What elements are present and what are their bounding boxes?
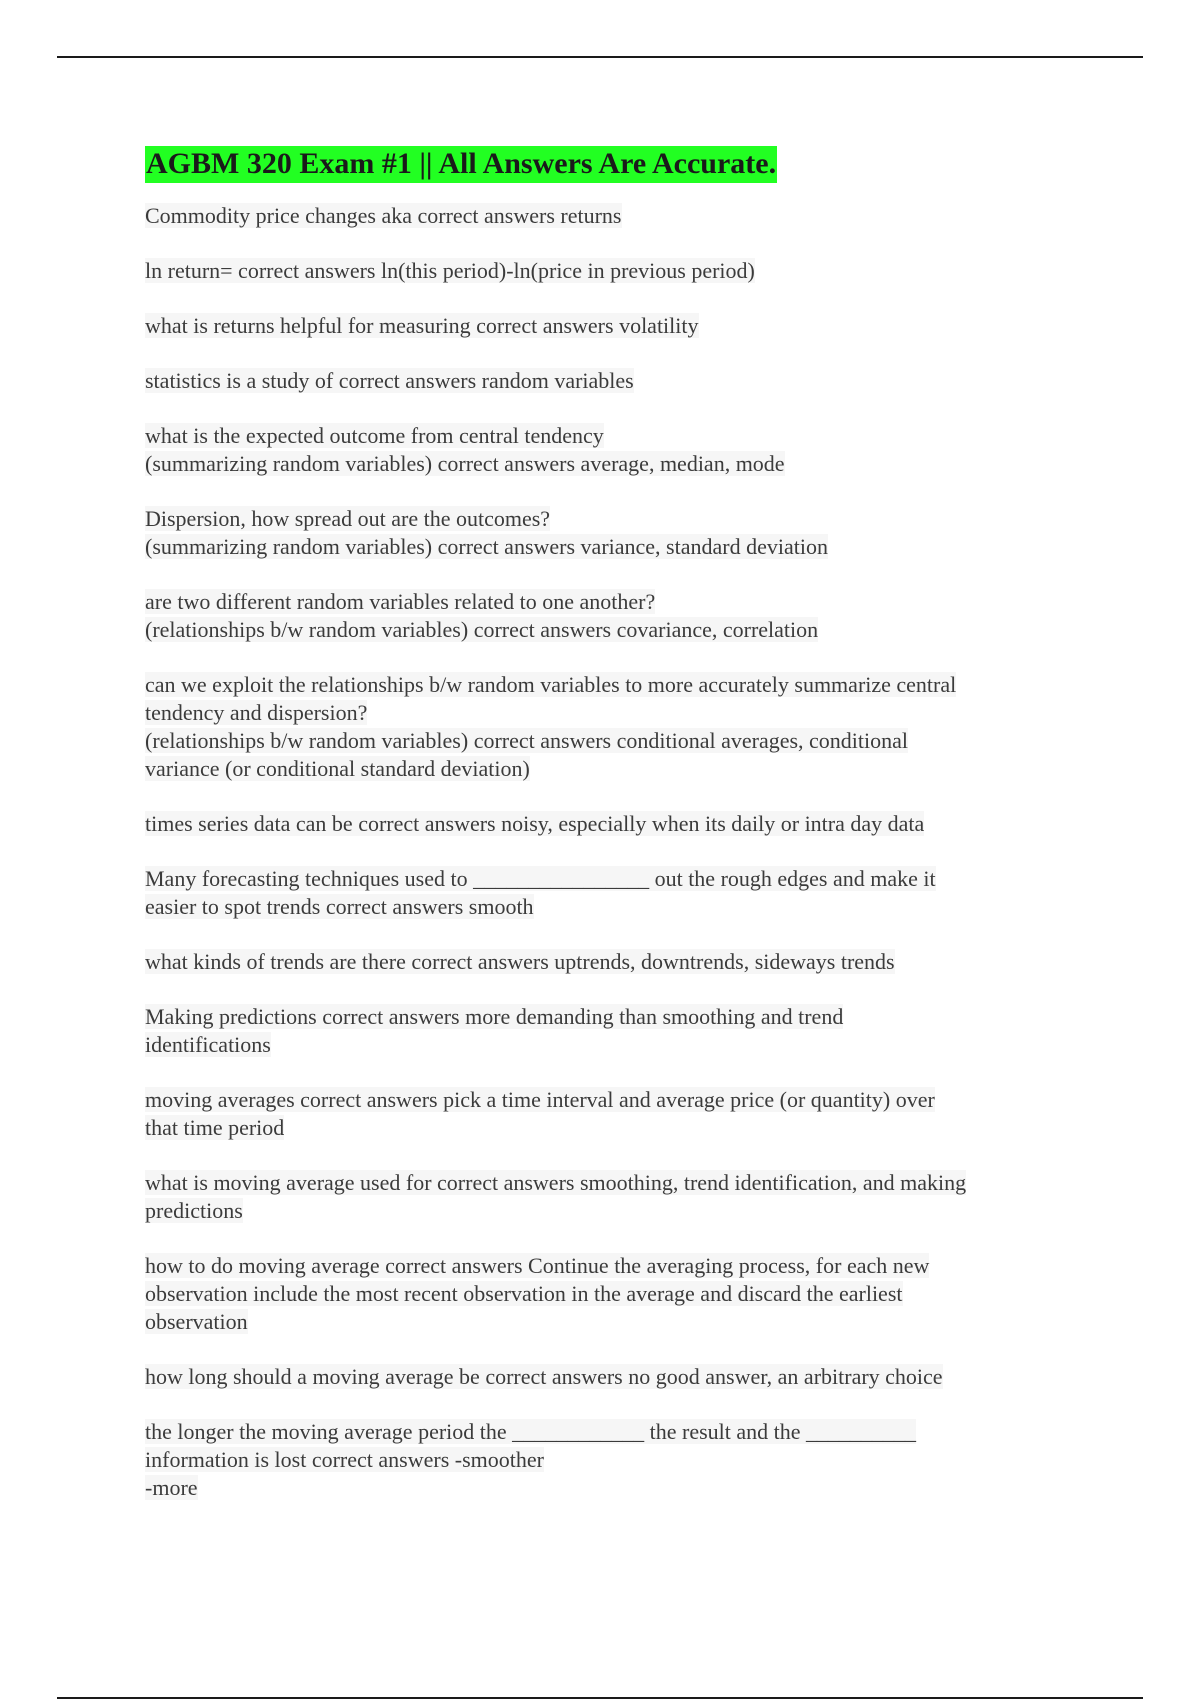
qa-item (145, 257, 1065, 285)
qa-item (145, 865, 1065, 921)
qa-line: (relationships b/w random variables) correct answers conditional averages, conditional (145, 728, 909, 753)
qa-line: can we exploit the relationships b/w random variables to more accurately summarize central (145, 672, 957, 697)
qa-item (145, 505, 1065, 561)
qa-item (145, 948, 1065, 976)
qa-line: Making predictions correct answers more demanding than smoothing and trend (145, 1004, 844, 1029)
qa-line: ln return= correct answers ln(this period)-ln(price in previous period) (145, 258, 755, 283)
qa-line: observation include the most recent observation in the average and discard the earliest (145, 1281, 903, 1306)
qa-line: what is the expected outcome from central tendency (145, 423, 604, 448)
qa-line: what kinds of trends are there correct answers uptrends, downtrends, sideways trends (145, 949, 895, 974)
qa-line: how long should a moving average be correct answers no good answer, an arbitrary choice (145, 1364, 943, 1389)
qa-line: Dispersion, how spread out are the outcomes? (145, 506, 551, 531)
qa-item (145, 367, 1065, 395)
qa-line: variance (or conditional standard deviation) (145, 756, 530, 781)
qa-item (145, 1363, 1065, 1391)
document-body (145, 146, 1065, 1529)
qa-item (145, 671, 1065, 783)
qa-list (145, 202, 1065, 1502)
qa-line: information is lost correct answers -smoother (145, 1447, 544, 1472)
qa-item (145, 1418, 1065, 1502)
qa-item (145, 422, 1065, 478)
qa-line: how to do moving average correct answers Continue the averaging process, for each new (145, 1253, 930, 1278)
qa-line: are two different random variables related to one another? (145, 589, 656, 614)
qa-item (145, 1169, 1065, 1225)
qa-line: what is moving average used for correct answers smoothing, trend identification, and making (145, 1170, 967, 1195)
title-container (145, 146, 1065, 182)
qa-line: -more (145, 1475, 198, 1500)
qa-line: predictions (145, 1198, 243, 1223)
footer-rule (57, 1697, 1143, 1699)
qa-line: Many forecasting techniques used to ________________ out the rough edges and make it (145, 866, 936, 891)
qa-line: Commodity price changes aka correct answers returns (145, 203, 622, 228)
qa-line: statistics is a study of correct answers random variables (145, 368, 634, 393)
qa-line: what is returns helpful for measuring correct answers volatility (145, 313, 699, 338)
qa-line: moving averages correct answers pick a time interval and average price (or quantity) over (145, 1087, 935, 1112)
qa-line: observation (145, 1309, 248, 1334)
header-rule (57, 56, 1143, 58)
qa-line: tendency and dispersion? (145, 700, 368, 725)
qa-line: (summarizing random variables) correct answers variance, standard deviation (145, 534, 828, 559)
qa-line: that time period (145, 1115, 285, 1140)
qa-item (145, 1086, 1065, 1142)
qa-line: identifications (145, 1032, 271, 1057)
qa-line: times series data can be correct answers noisy, especially when its daily or intra day data (145, 811, 925, 836)
qa-line: (relationships b/w random variables) correct answers covariance, correlation (145, 617, 819, 642)
qa-line: easier to spot trends correct answers smooth (145, 894, 534, 919)
qa-line: the longer the moving average period the ____________ the result and the __________ (145, 1419, 917, 1444)
qa-item (145, 1252, 1065, 1336)
document-title: AGBM 320 Exam #1 || All Answers Are Accurate. (145, 146, 777, 183)
qa-item (145, 312, 1065, 340)
qa-item (145, 588, 1065, 644)
qa-item (145, 202, 1065, 230)
qa-item (145, 810, 1065, 838)
qa-item (145, 1003, 1065, 1059)
qa-line: (summarizing random variables) correct answers average, median, mode (145, 451, 785, 476)
